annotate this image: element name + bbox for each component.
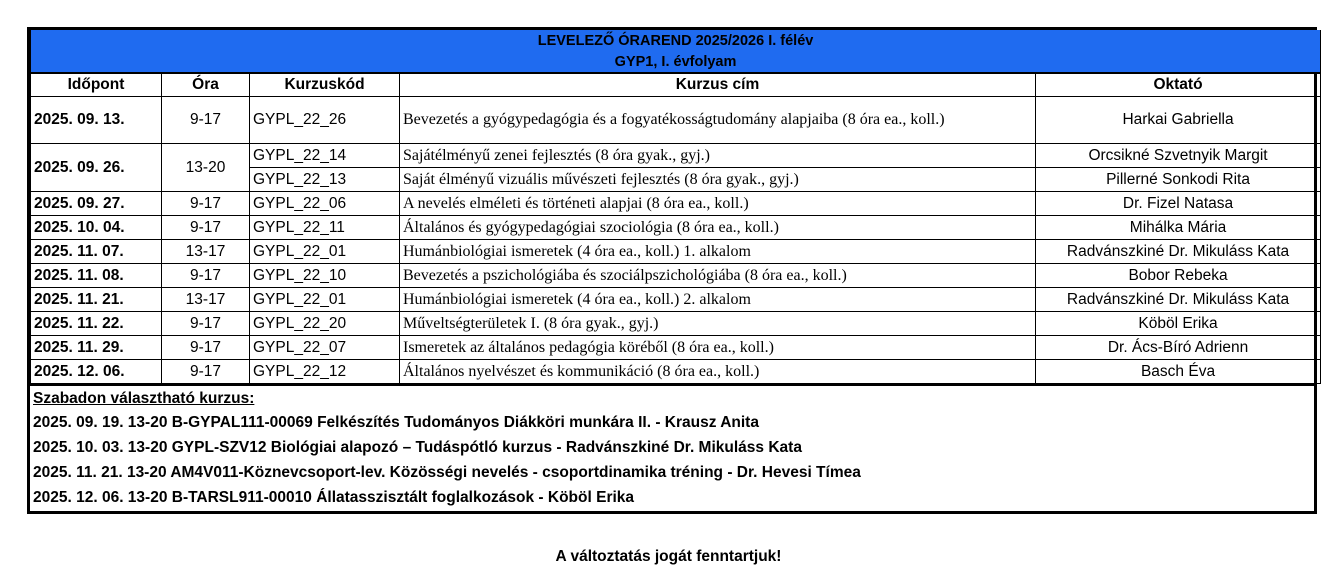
column-header-teacher: Oktató <box>1036 73 1321 97</box>
row-course-title: Humánbiológiai ismeretek (4 óra ea., koll.) 2. alkalom <box>400 288 1036 312</box>
row-date: 2025. 11. 08. <box>31 264 162 288</box>
row-course-title: Általános és gyógypedagógiai szociológia (8 óra ea., koll.) <box>400 216 1036 240</box>
table-row <box>31 360 1321 384</box>
table-row <box>31 336 1321 360</box>
row-course-code: GYPL_22_01 <box>250 288 400 312</box>
schedule-table <box>30 30 1321 384</box>
row-course-code: GYPL_22_11 <box>250 216 400 240</box>
row-teacher: Pillerné Sonkodi Rita <box>1036 168 1321 192</box>
row-date: 2025. 09. 13. <box>31 97 162 144</box>
row-hours: 9-17 <box>162 264 250 288</box>
table-title: LEVELEZŐ ÓRAREND 2025/2026 I. félév <box>31 30 1321 51</box>
row-date: 2025. 11. 29. <box>31 336 162 360</box>
row-teacher: Mihálka Mária <box>1036 216 1321 240</box>
column-header-row <box>31 73 1321 97</box>
column-header-course-title: Kurzus cím <box>400 73 1036 97</box>
row-course-code: GYPL_22_12 <box>250 360 400 384</box>
table-subtitle: GYP1, I. évfolyam <box>31 51 1321 73</box>
row-hours: 13-17 <box>162 240 250 264</box>
elective-item: 2025. 11. 21. 13-20 AM4V011-Köznevcsoport-lev. Közösségi nevelés - csoportdinamika tréning - Dr. Hevesi Tímea <box>33 464 861 481</box>
row-teacher: Harkai Gabriella <box>1036 97 1321 144</box>
row-teacher: Radvánszkiné Dr. Mikuláss Kata <box>1036 288 1321 312</box>
column-header-course-code: Kurzuskód <box>250 73 400 97</box>
row-date: 2025. 09. 27. <box>31 192 162 216</box>
row-hours: 9-17 <box>162 97 250 144</box>
row-hours: 13-17 <box>162 288 250 312</box>
row-date: 2025. 11. 21. <box>31 288 162 312</box>
row-course-code: GYPL_22_13 <box>250 168 400 192</box>
row-course-title: Sajátélményű zenei fejlesztés (8 óra gyak., gyj.) <box>400 144 1036 168</box>
row-course-title: A nevelés elméleti és történeti alapjai (8 óra ea., koll.) <box>400 192 1036 216</box>
elective-item: 2025. 10. 03. 13-20 GYPL-SZV12 Biológiai alapozó – Tudáspótló kurzus - Radvánszkiné Dr. Mikuláss Kata <box>33 439 802 456</box>
row-course-title: Általános nyelvészet és kommunikáció (8 óra ea., koll.) <box>400 360 1036 384</box>
row-date: 2025. 10. 04. <box>31 216 162 240</box>
row-course-title: Saját élményű vizuális művészeti fejlesztés (8 óra gyak., gyj.) <box>400 168 1036 192</box>
row-hours: 9-17 <box>162 216 250 240</box>
row-course-code: GYPL_22_07 <box>250 336 400 360</box>
elective-item: 2025. 12. 06. 13-20 B-TARSL911-00010 Állatasszisztált foglalkozások - Köböl Erika <box>33 489 635 506</box>
electives-heading: Szabadon választható kurzus: <box>33 390 255 407</box>
column-header-date: Időpont <box>31 73 162 97</box>
row-teacher: Dr. Fizel Natasa <box>1036 192 1321 216</box>
table-row <box>31 97 1321 144</box>
row-date: 2025. 11. 07. <box>31 240 162 264</box>
row-hours: 9-17 <box>162 360 250 384</box>
row-course-code: GYPL_22_01 <box>250 240 400 264</box>
row-date: 2025. 12. 06. <box>31 360 162 384</box>
row-teacher: Dr. Ács-Bíró Adrienn <box>1036 336 1321 360</box>
row-course-title: Műveltségterületek I. (8 óra gyak., gyj.) <box>400 312 1036 336</box>
row-course-code: GYPL_22_20 <box>250 312 400 336</box>
row-teacher: Köböl Erika <box>1036 312 1321 336</box>
row-course-code: GYPL_22_14 <box>250 144 400 168</box>
table-row <box>31 144 1321 168</box>
row-course-title: Humánbiológiai ismeretek (4 óra ea., koll.) 1. alkalom <box>400 240 1036 264</box>
table-row <box>31 192 1321 216</box>
row-date: 2025. 09. 26. <box>31 144 162 192</box>
table-row <box>31 216 1321 240</box>
row-course-title: Ismeretek az általános pedagógia köréből (8 óra ea., koll.) <box>400 336 1036 360</box>
row-teacher: Orcsikné Szvetnyik Margit <box>1036 144 1321 168</box>
footer-note: A változtatás jogát fenntartjuk! <box>555 548 782 565</box>
table-row <box>31 264 1321 288</box>
table-row <box>31 240 1321 264</box>
table-row <box>31 312 1321 336</box>
row-teacher: Basch Éva <box>1036 360 1321 384</box>
table-row <box>31 288 1321 312</box>
elective-item: 2025. 09. 19. 13-20 B-GYPAL111-00069 Felkészítés Tudományos Diákköri munkára II. - Krausz Anita <box>33 414 759 431</box>
row-hours: 9-17 <box>162 336 250 360</box>
row-course-code: GYPL_22_26 <box>250 97 400 144</box>
row-hours: 13-20 <box>162 144 250 192</box>
row-teacher: Radvánszkiné Dr. Mikuláss Kata <box>1036 240 1321 264</box>
row-teacher: Bobor Rebeka <box>1036 264 1321 288</box>
row-course-code: GYPL_22_06 <box>250 192 400 216</box>
row-hours: 9-17 <box>162 312 250 336</box>
column-header-hours: Óra <box>162 73 250 97</box>
electives-section <box>30 384 1314 511</box>
schedule-table-frame <box>27 27 1317 514</box>
row-date: 2025. 11. 22. <box>31 312 162 336</box>
row-course-code: GYPL_22_10 <box>250 264 400 288</box>
row-course-title: Bevezetés a gyógypedagógia és a fogyatékosságtudomány alapjaiba (8 óra ea., koll.) <box>400 97 1036 144</box>
row-hours: 9-17 <box>162 192 250 216</box>
row-course-title: Bevezetés a pszichológiába és szociálpszichológiába (8 óra ea., koll.) <box>400 264 1036 288</box>
